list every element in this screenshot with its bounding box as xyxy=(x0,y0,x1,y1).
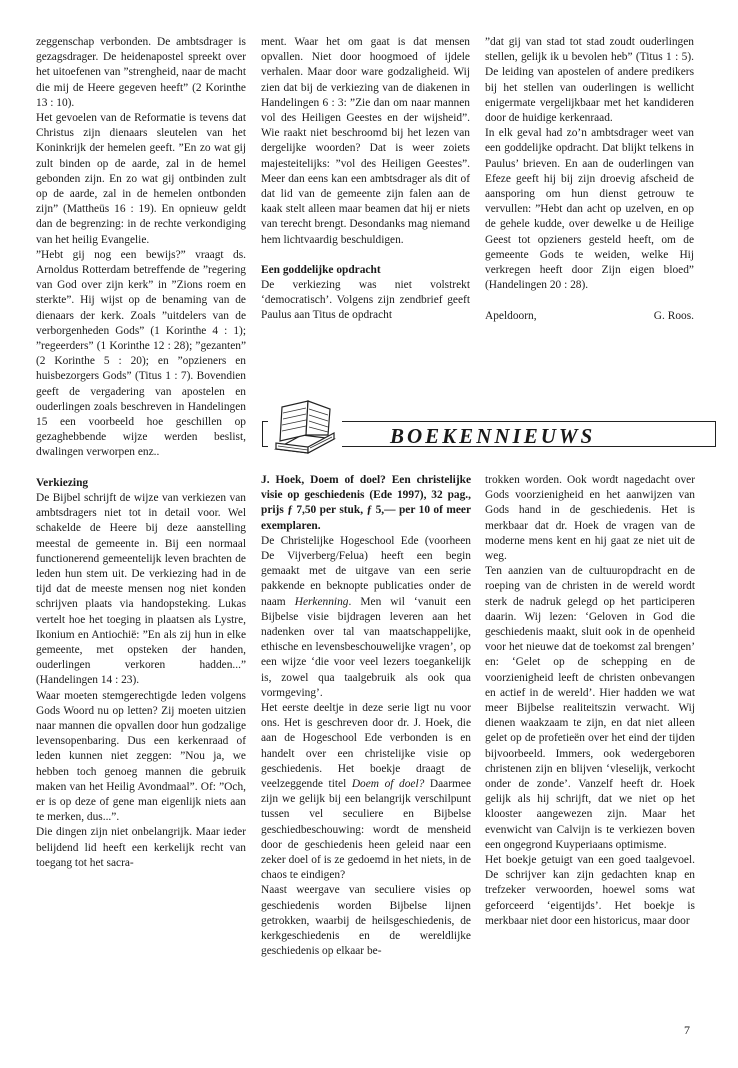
text-run: De Christelijke Hogeschool Ede (voorheen De Vijverberg/Felua) heeft een begin gemaakt met de uitgave van een serie pakkende en beknopte publicaties onder de naam xyxy=(261,534,471,608)
paragraph: ment. Waar het om gaat is dat mensen opvallen. Niet door hoogmoed of ijdele verhalen. Maar door ware godzaligheid. Wij zien dat bij de verkiezing van de diakenen in Handelingen 6 : 3: ”Zie dan om naar mannen vol des Heiligen Geestes en der wijsheid”. Wie raakt niet beschroomd bij het lezen van dergelijke woorden? Dat is weer zoiets majesteitelijks: ”vol des Heiligen Geestes”. Meer dan eens kan een ambtsdrager als dit of dat lid van de gemeente zijn falen aan de kaak stelt alleen maar beamen dat hij er niets van terecht brengt. Desondanks mag niemand hem lichtvaardig beschuldigen. xyxy=(261,36,470,246)
paragraph: Het gevoelen van de Reformatie is tevens dat Christus zijn dienaars sleutelen van het Koninkrijk der hemelen geeft. ”En zo wat gij zult binden op de aarde, zal in de hemel gebonden zijn. En zo wat gij ontbinden zult op de aarde, zal in de hemelen ontbonden zijn” (Mattheüs 16 : 19). En opnieuw geldt dan de begrenzing: in de rechte verkondiging van het heilig Evangelie. xyxy=(36,112,246,246)
review-column-right xyxy=(485,473,695,929)
review-column-left xyxy=(261,473,471,960)
text-run: Het eerste deeltje in deze serie ligt nu voor ons. Het is geschreven door dr. J. Hoek, die aan de Hogeschool Ede verbonden is en handelt over een christelijke visie op geschiedenis. Het boekje draagt de veelzeggende titel xyxy=(261,702,471,791)
column-middle xyxy=(261,35,470,324)
series-title: Herkenning xyxy=(294,595,349,608)
signature-line xyxy=(485,309,694,324)
paragraph: De Bijbel schrijft de wijze van verkiezen van ambtsdragers niet tot in detail voor. Wel schakelde de Heere bij deze aanstelling meestal de gemeente in. Bij een normaal functionerend gemeentelijk leven brachten de leden hun stem uit. De verkiezing had in de tijd dat de meeste mensen nog niet konden schrijven plaats via handopsteking. Lukas vertelt hoe het toeging in plaatsen als Lystre, Ikonium en Antiochië: ”En als zij hun in elke gemeente, met opsteken der handen, ouderlingen verkoren hadden...” (Handelingen 14 : 23). xyxy=(36,491,246,687)
paragraph: ”dat gij van stad tot stad zoudt ouderlingen stellen, gelijk ik u bevolen heb” (Titus 1 : 5). De leiding van apostelen of andere predikers bij het stellen van ouderlingen is wellicht enigermate vergelijkbaar met het kandideren door de huidige kerkenraad. xyxy=(485,36,694,125)
banner-title: BOEKENNIEUWS xyxy=(390,424,596,448)
paragraph xyxy=(261,701,471,883)
column-right xyxy=(485,35,694,325)
paragraph: Naast weergave van seculiere visies op geschiedenis worden Bijbelse lijnen getrokken, waarbij de heilsgeschiedenis, de kerkgeschiedenis en de wereldlijke geschiedenis op elkaar be- xyxy=(261,884,471,958)
paragraph xyxy=(261,534,471,701)
paragraph: De verkiezing was niet volstrekt ‘democratisch’. Volgens zijn zendbrief geeft Paulus aan Titus de opdracht xyxy=(261,279,470,322)
banner-border xyxy=(262,421,263,446)
banner-border xyxy=(715,421,716,446)
text-run: . Men wil ‘vanuit een Bijbelse visie bijdragen leveren aan het nadenken over tal van maatschappelijke, ethische en levensbeschouwelijke vragen’, op een wijze ‘die voor veel lezers toegankelijk is, zowel qua taalgebruik als ook qua vormgeving’. xyxy=(261,595,472,699)
signature-place: Apeldoorn, xyxy=(485,310,537,323)
column-left xyxy=(36,35,246,871)
paragraph: In elk geval had zo’n ambtsdrager weet van een goddelijke opdracht. Dat blijkt telkens in Paulus’ brieven. En aan de ouderlingen van Efeze geeft hij bij zijn droevig afscheid de aansporing om hun dienst getrouw te vervullen: ”Hebt dan acht op uzelven, en op de gehele kudde, over dewelke u de Heilige Geest tot opzieners gesteld heeft, om de gemeente Gods te weiden, welke Hij verkregen heeft door Zijn eigen bloed” (Handelingen 20 : 28). xyxy=(485,127,694,292)
page-number: 7 xyxy=(684,1023,690,1037)
paragraph: ”Hebt gij nog een bewijs?” vraagt ds. Arnoldus Rotterdam betreffende de ”regering van God over zijn kerk” in ”Zions roem en sterkte”. Hij wijst op de benaming van de dienaars der kerk. Zoals ”uitdelers van de verborgenheden Gods” (1 Korinthe 4 : 1); ”regeerders” (1 Korinthe 12 : 28); ”gezanten” (2 Korinthe 5 : 20); en ”opzieners en huisbezorgers Gods” (Titus 1 : 7). Bovendien geeft de vergadering van apostelen en ouderlingen zoals beschreven in Handelingen 15 een voorbeeld hoe geschillen op gezaghebbende wijze werden beslist, dwalingen verworpen enz.. xyxy=(36,248,246,459)
paragraph: Die dingen zijn niet onbelangrijk. Maar ieder belijdend lid heeft een kerkelijk recht van toegang tot het sacra- xyxy=(36,826,246,869)
paragraph: trokken worden. Ook wordt nagedacht over Gods voorzienigheid en het aanwijzen van Gods hand in de geschiedenis. Het is merkbaar dat dr. Hoek de vragen van de moderne mens kent en hij gaat ze niet uit de weg. xyxy=(485,474,695,563)
book-stack-icon xyxy=(268,393,342,459)
paragraph: Het boekje getuigt van een goed taalgevoel. De schrijver kan zijn gedachten knap en trefzeker verwoorden, hoewel soms wat geforceerd ‘eigentijds’. Het boekje is merkbaar niet door een historicus, maar door xyxy=(485,854,695,927)
signature-author: G. Roos. xyxy=(653,310,694,323)
review-heading: J. Hoek, Doem of doel? Een christelijke visie op geschiedenis (Ede 1997), 32 pag., prijs ƒ 7,50 per stuk, ƒ 5,— per 10 of meer exemplaren. xyxy=(261,474,471,532)
paragraph: Waar moeten stemgerechtigde leden volgens Gods Woord nu op letten? Zij moeten uitzien naar mannen die opvallen door hun godzalige levensopenbaring. Dus een kerkenraad of leden kunnen niet zeggen: ”Nou ja, we hebben toch genoeg mannen die gebruik maken van het Heilig Avondmaal”. Of: ”Och, er is op deze of gene man eigenlijk niets aan te merken, dus...”. xyxy=(36,689,246,824)
text-run: Daarmee zijn we gelijk bij een belangrijk verschilpunt tussen vel seculiere en Bijbelse geschiedbeschouwing: wordt de mensheid door de geschiedenis heen geleid naar een zeker doel of is ze gedoemd in het niets, in de chaos te eindigen? xyxy=(261,778,471,882)
section-heading: Verkiezing xyxy=(36,476,89,489)
paragraph: zeggenschap verbonden. De ambtsdrager is gezagsdrager. De heidenapostel spreekt over het uitoefenen van ”strengheid, naar de macht die mij de Heere gegeven heeft” (2 Korinthe 13 : 10). xyxy=(36,36,246,109)
paragraph: Ten aanzien van de cultuuropdracht en de roeping van de christen in de wereld wordt sterk de nadruk gelegd op het participeren daarin. Wij lezen: ‘Geloven in God die geschiedenis maakt, sluit ook in de openheid voor het nieuwe dat de toekomst zal brengen’ en: ‘Gelet op de schepping en de voorzienigheid leeft de christen onbevangen en actief in de wereld’. Hier hadden we wat meer Bijbelse realiteitszin verwacht. Wij dienen waakzaam te zijn, en dat niet alleen gelet op de profetieën over het eind der tijden bijvoorbeeld. Immers, ook wedergeboren christenen zijn en blijven ‘vleselijk, verkocht onder de zonde’. Vanzelf heeft dr. Hoek gelijk als hij schrijft, dat we niet op het klooster aangewezen zijn. Maar het evenwicht van Calvijn is te verkiezen boven een ongegrond Kuyperiaans optimisme. xyxy=(485,565,695,851)
section-heading: Een goddelijke opdracht xyxy=(261,263,381,276)
book-title: Doem of doel? xyxy=(351,778,425,791)
